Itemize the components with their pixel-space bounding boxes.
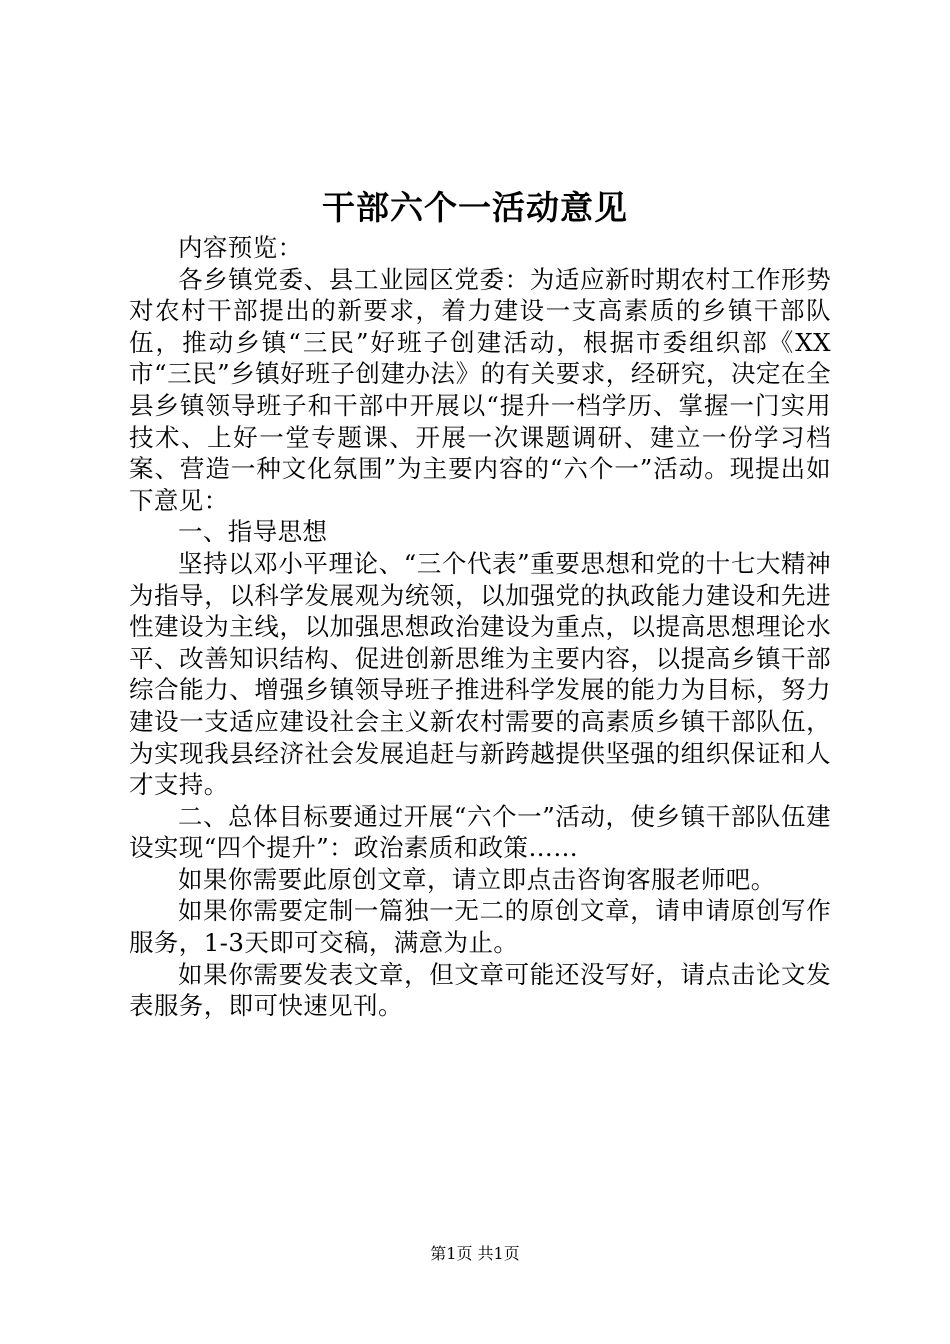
- page-number-footer: 第1页 共1页: [430, 1244, 520, 1263]
- intro-paragraph: 各乡镇党委、县工业园区党委：为适应新时期农村工作形势对农村干部提出的新要求，着力建设一支高素质的乡镇干部队伍，推动乡镇“三民”好班子创建活动，根据市委组织部《XX市“三民”乡镇好班子创建办法》的有关要求，经研究，决定在全县乡镇领导班子和干部中开展以“提升一档学历、掌握一门实用技术、上好一堂专题课、开展一次课题调研、建立一份学习档案、营造一种文化氛围”为主要内容的“六个一”活动。现提出如下意见：: [129, 264, 831, 515]
- preview-label: 内容预览：: [178, 233, 303, 262]
- publishing-service-link[interactable]: 如果你需要发表文章，但文章可能还没写好，请点击论文发表服务，即可快速见刊。: [129, 959, 831, 1021]
- section-heading-guiding-ideology: 一、指导思想: [178, 517, 328, 547]
- document-title: 干部六个一活动意见: [322, 188, 628, 227]
- document-body: [129, 232, 831, 1022]
- guiding-ideology-paragraph: 坚持以邓小平理论、“三个代表”重要思想和党的十七大精神为指导，以科学发展观为统领，以加强党的执政能力建设和先进性建设为主线，以加强思想政治建设为重点，以提高思想理论水平、改善知识结构、促进创新思维为主要内容，以提高乡镇干部综合能力、增强乡镇领导班子推进科学发展的能力为目标，努力建设一支适应建设社会主义新农村需要的高素质乡镇干部队伍，为实现我县经济社会发展追赶与新跨越提供坚强的组织保证和人才支持。: [129, 548, 831, 800]
- overall-goal-paragraph: 二、总体目标要通过开展“六个一”活动，使乡镇干部队伍建设实现“四个提升”：政治素质和政策……: [129, 801, 831, 863]
- custom-writing-service-link[interactable]: 如果你需要定制一篇独一无二的原创文章，请申请原创写作服务，1-3天即可交稿，满意为止。: [129, 896, 831, 958]
- consult-service-link[interactable]: 如果你需要此原创文章，请立即点击咨询客服老师吧。: [178, 864, 776, 894]
